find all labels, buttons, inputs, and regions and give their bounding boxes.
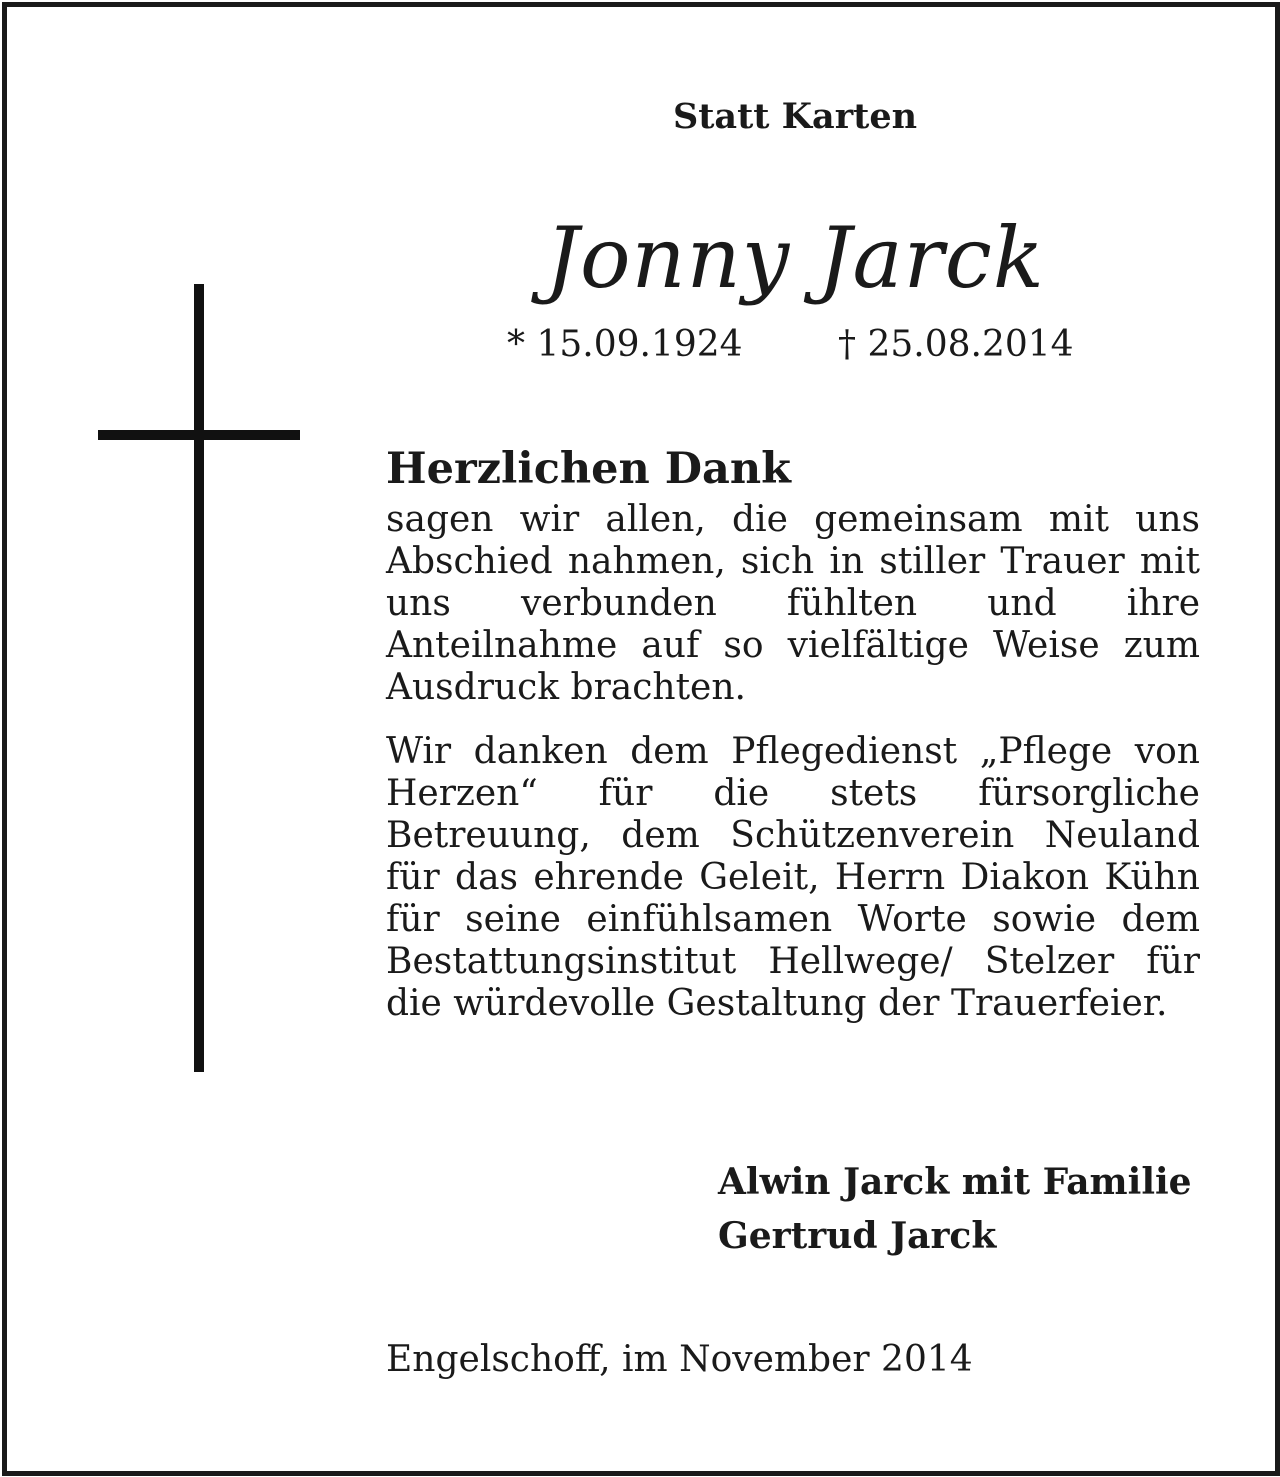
life-dates <box>460 322 1160 368</box>
statt-karten-label: Statt Karten <box>672 96 918 137</box>
signature-line: Alwin Jarck mit Familie <box>718 1161 1192 1203</box>
birth-date: * 15.09.1924 <box>507 324 743 365</box>
cross-horizontal-bar <box>98 430 300 440</box>
place-and-date: Engelschoff, im November 2014 <box>386 1339 973 1380</box>
thank-you-message <box>386 443 1200 1025</box>
cross-vertical-bar <box>194 284 204 1072</box>
signatures <box>718 1155 1218 1263</box>
death-date: † 25.08.2014 <box>838 324 1074 365</box>
message-heading: Herzlichen Dank <box>386 444 791 494</box>
message-paragraph-2: Wir danken dem Pflegedienst „Pflege von Herzen“ für die stets fürsorgliche Betreuung, dem Schützenverein Neuland für das ehrende Geleit, Herrn Diakon Kühn für seine einfühlsamen Worte sowie dem Bestattungsinstitut Hellwege/ Stelzer für die würdevolle Gestaltung der Trauerfeier. <box>386 731 1200 1024</box>
message-paragraph-1: sagen wir allen, die gemeinsam mit uns Abschied nahmen, sich in stiller Trauer mit uns verbunden fühlten und ihre Anteilnahme auf so vielfältige Weise zum Ausdruck brachten. <box>386 499 1200 708</box>
cross-icon <box>98 284 300 1072</box>
signature-line: Gertrud Jarck <box>718 1215 997 1257</box>
deceased-name: Jonny Jarck <box>545 209 1045 307</box>
